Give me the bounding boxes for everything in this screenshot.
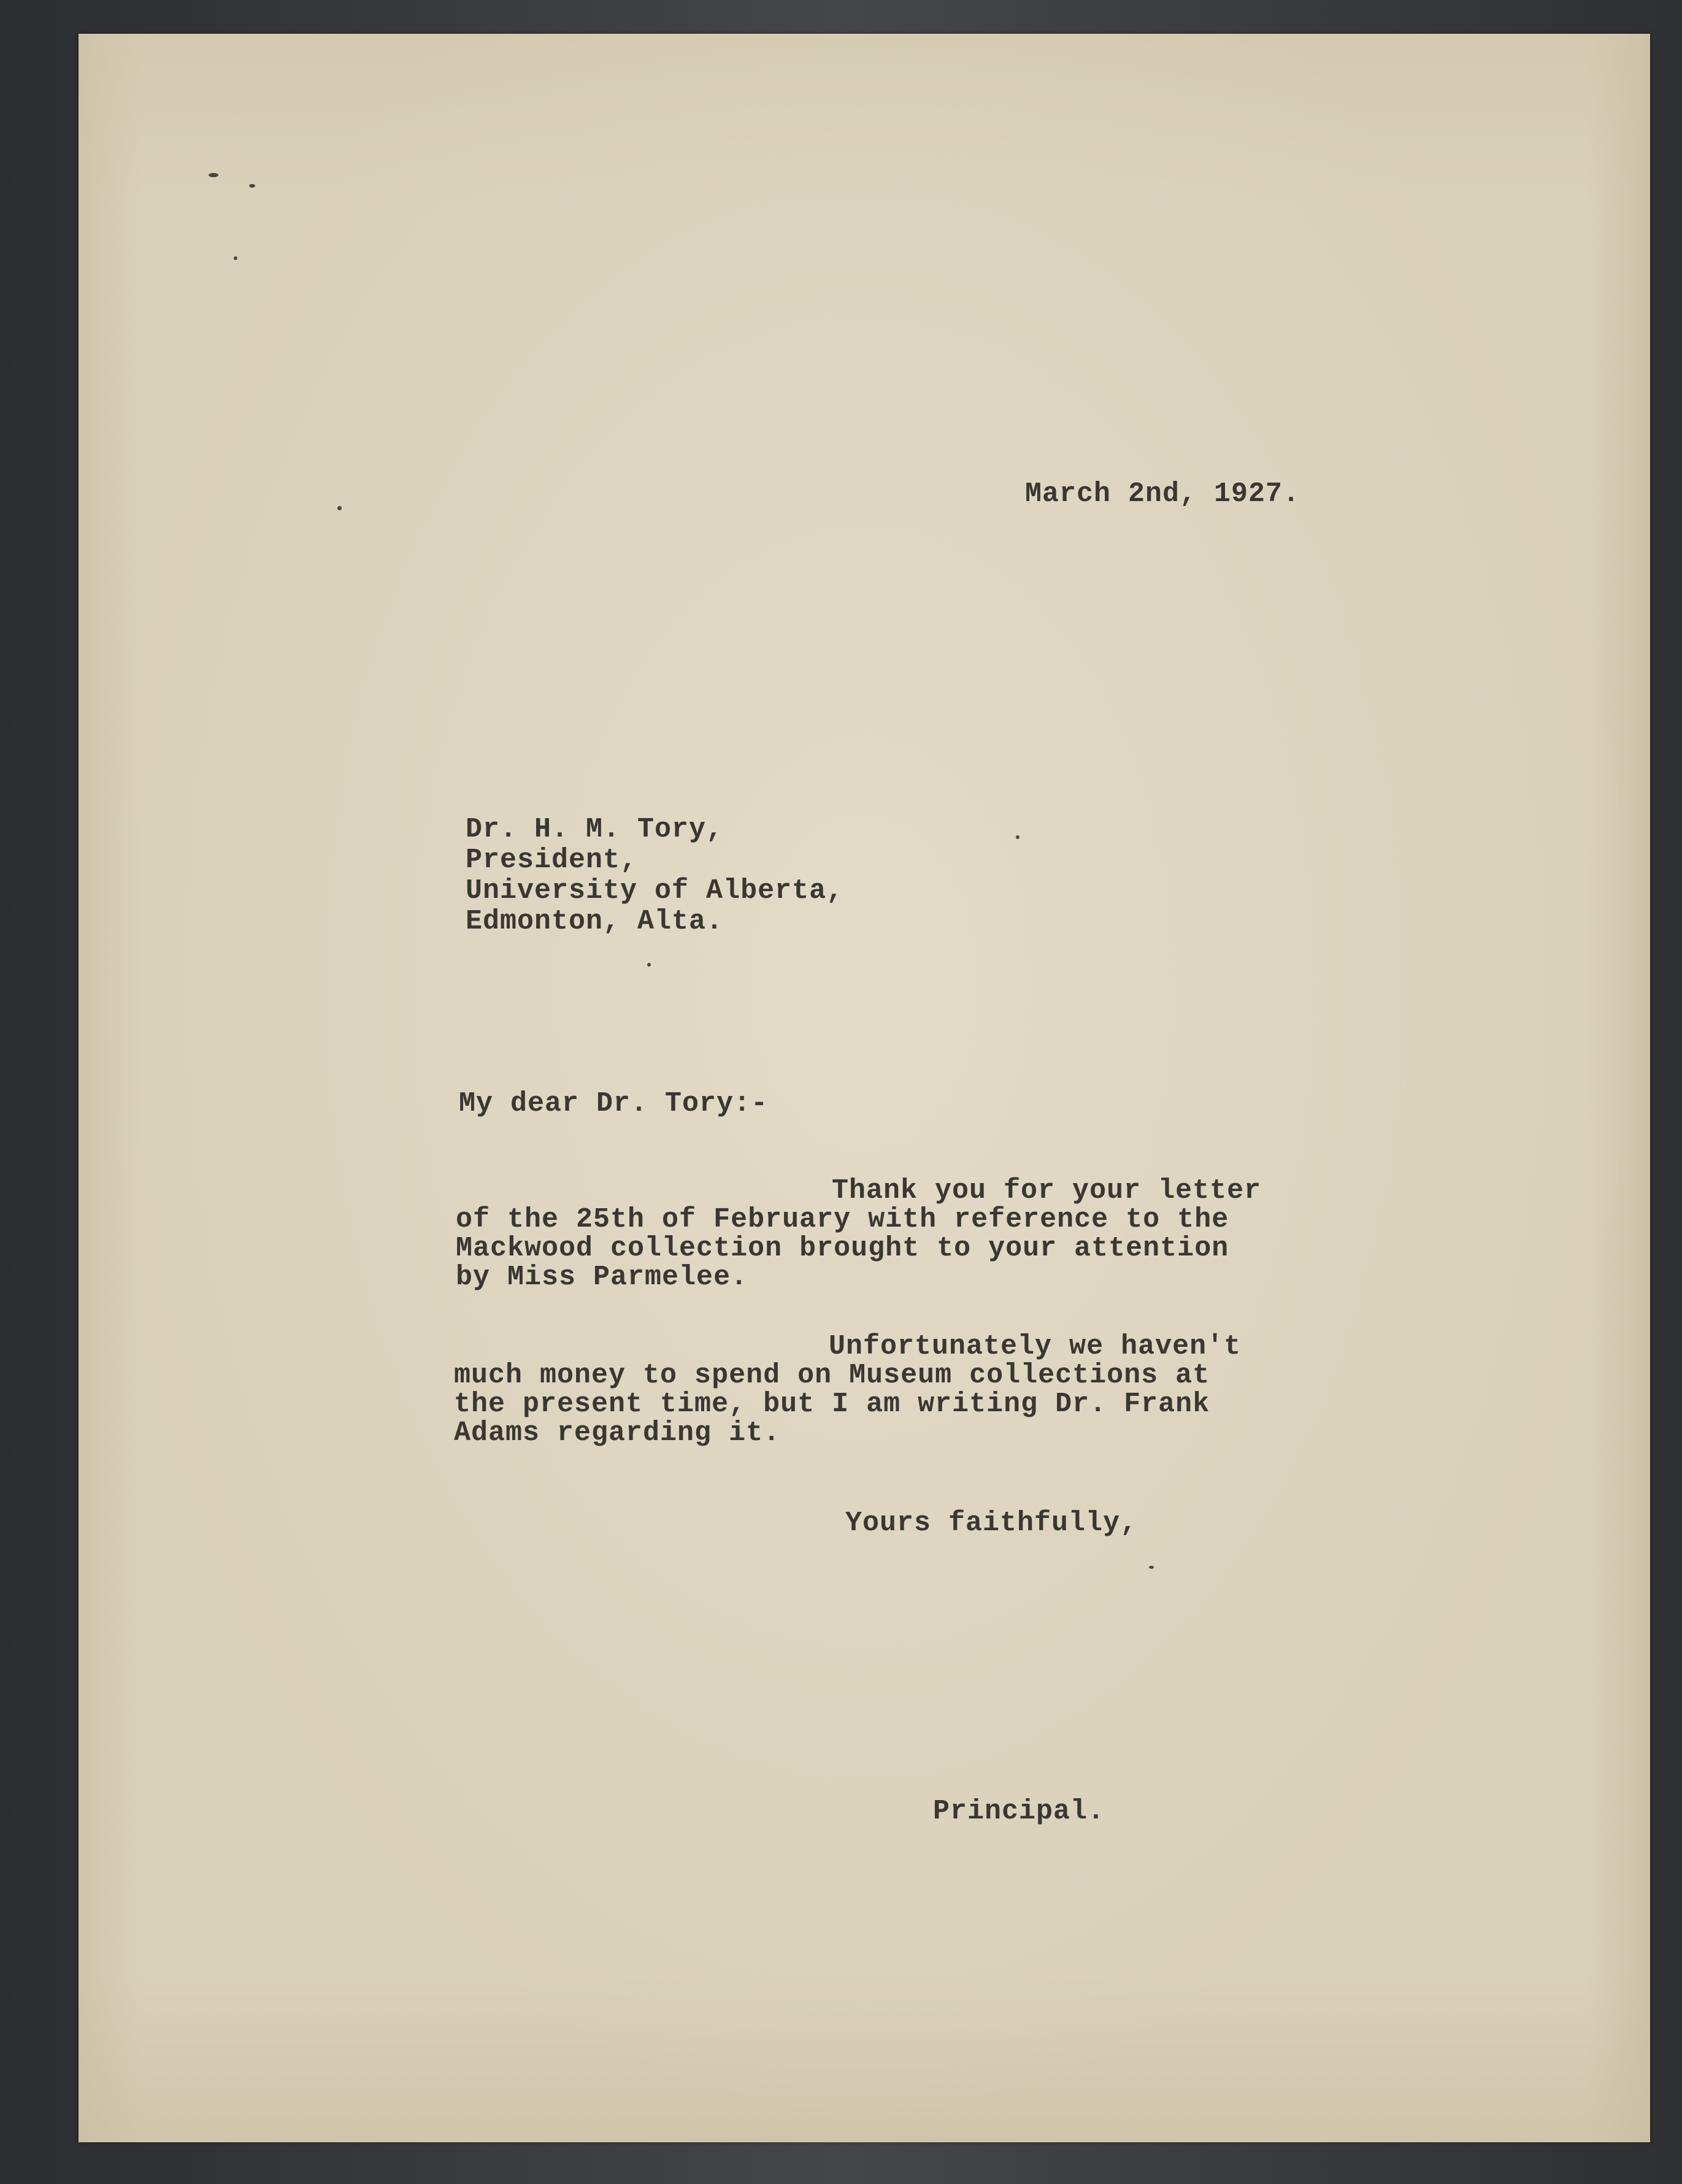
ink-speck	[647, 963, 651, 967]
paragraph-2-line-4: Adams regarding it.	[454, 1417, 781, 1449]
ink-speck	[1149, 1566, 1154, 1569]
recipient-city: Edmonton, Alta.	[466, 906, 724, 937]
paragraph-1-line-4: by Miss Parmelee.	[456, 1262, 748, 1293]
paragraph-2-line-1: Unfortunately we haven't	[829, 1331, 1242, 1362]
paragraph-2-line-3: the present time, but I am writing Dr. Frank	[454, 1389, 1210, 1420]
recipient-title: President,	[466, 845, 638, 876]
ink-speck	[1016, 835, 1020, 839]
ink-speck	[337, 506, 342, 510]
paragraph-1-line-2: of the 25th of February with reference to the	[456, 1204, 1229, 1235]
letter-page	[79, 34, 1650, 2142]
recipient-name: Dr. H. M. Tory,	[466, 814, 724, 845]
ink-speck	[234, 256, 237, 260]
paragraph-1-line-3: Mackwood collection brought to your attention	[456, 1233, 1229, 1264]
letter-date: March 2nd, 1927.	[1025, 478, 1300, 510]
paragraph-2-line-2: much money to spend on Museum collections at	[454, 1360, 1210, 1391]
paragraph-1-line-1: Thank you for your letter	[832, 1175, 1262, 1206]
salutation: My dear Dr. Tory:-	[459, 1088, 769, 1119]
recipient-institution: University of Alberta,	[466, 875, 844, 906]
signature-title: Principal.	[933, 1796, 1105, 1827]
ink-speck	[249, 184, 255, 188]
closing: Yours faithfully,	[845, 1508, 1138, 1539]
ink-speck	[209, 173, 218, 177]
